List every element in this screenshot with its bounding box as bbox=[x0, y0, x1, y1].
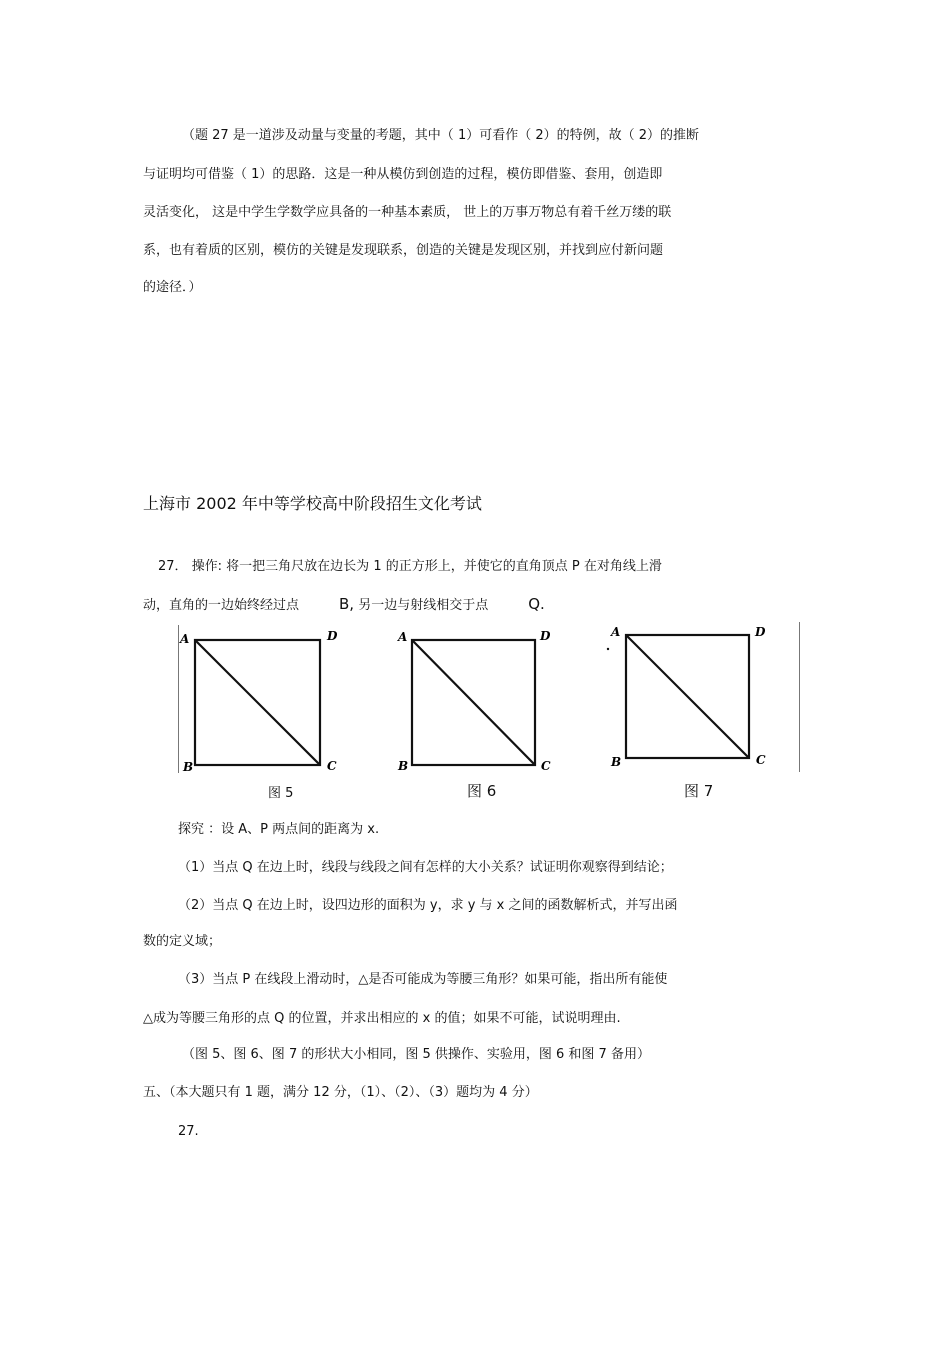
intro-text-a: 动，直角的一边始终经过点 bbox=[143, 598, 300, 613]
question-2-line-2: 数的定义域； bbox=[143, 934, 222, 949]
figure-6 bbox=[392, 625, 562, 775]
figure-6-diagonal bbox=[412, 640, 535, 765]
scan-border-right bbox=[799, 622, 800, 772]
problem-intro-line-2 bbox=[143, 596, 545, 614]
figure-note: （图 5、图 6、图 7 的形状大小相同，图 5 供操作、实验用，图 6 和图 7 备用） bbox=[182, 1047, 650, 1062]
figure-5-diagonal bbox=[195, 640, 320, 765]
figure-6-caption: 图 6 bbox=[467, 782, 497, 800]
exam-title: 上海市 2002 年中等学校高中阶段招生文化考试 bbox=[143, 494, 482, 513]
figure-6-label-b: B bbox=[398, 759, 409, 773]
intro-point-b: B, bbox=[339, 595, 355, 613]
figure-7-label-d: D bbox=[755, 625, 766, 639]
question-3-line-1: （3）当点 P 在线段上滑动时，△是否可能成为等腰三角形？如果可能，指出所有能使 bbox=[178, 972, 668, 987]
intro-point-q: Q. bbox=[528, 595, 545, 613]
figure-7-speck bbox=[607, 648, 609, 650]
figure-7-label-c: C bbox=[756, 753, 766, 767]
figure-5-label-b: B bbox=[183, 760, 194, 774]
figure-7 bbox=[605, 622, 780, 774]
question-3-line-2: △成为等腰三角形的点 Q 的位置，并求出相应的 x 的值；如果不可能，试说明理由. bbox=[143, 1011, 621, 1026]
question-2-line-1: （2）当点 Q 在边上时，设四边形的面积为 y，求 y 与 x 之间的函数解析式，并写出函 bbox=[178, 898, 678, 913]
figure-6-label-c: C bbox=[541, 759, 551, 773]
figure-5 bbox=[175, 625, 345, 775]
explore-intro: 探究 ：设 A、P 两点间的距离为 x. bbox=[178, 822, 380, 837]
section-heading: 五、（本大题只有 1 题，满分 12 分，（1）、（2）、（3）题均为 4 分） bbox=[143, 1085, 538, 1100]
figure-6-label-a: A bbox=[398, 630, 408, 644]
commentary-line-4: 系，也有着质的区别，模仿的关键是发现联系，创造的关键是发现区别，并找到应付新问题 bbox=[143, 243, 664, 258]
figure-7-diagonal bbox=[626, 635, 749, 758]
commentary-line-3: 灵活变化， 这是中学生学数学应具备的一种基本素质， 世上的万事万物总有着千丝万缕的联 bbox=[143, 205, 672, 220]
commentary-line-1: （题 27 是一道涉及动量与变量的考题，其中（ 1）可看作（ 2）的特例，故（ 2）的推断 bbox=[182, 128, 700, 143]
figure-5-label-d: D bbox=[327, 629, 338, 643]
figure-7-label-a: A bbox=[611, 625, 621, 639]
figure-5-caption: 图 5 bbox=[268, 786, 294, 801]
figure-5-label-a: A bbox=[180, 632, 190, 646]
problem-intro-line-1: 27． 操作: 将一把三角尺放在边长为 1 的正方形上，并使它的直角顶点 P 在对角线上滑 bbox=[158, 559, 662, 574]
intro-text-c: 另一边与射线相交于点 bbox=[358, 598, 489, 613]
question-1: （1）当点 Q 在边上时，线段与线段之间有怎样的大小关系？试证明你观察得到结论； bbox=[178, 860, 673, 875]
figure-6-label-d: D bbox=[540, 629, 551, 643]
commentary-line-5: 的途径．） bbox=[143, 280, 202, 295]
commentary-line-2: 与证明均可借鉴（ 1）的思路．这是一种从模仿到创造的过程，模仿即借鉴、套用，创造即 bbox=[143, 167, 663, 182]
section-problem-number: 27. bbox=[178, 1124, 199, 1139]
figure-7-caption: 图 7 bbox=[684, 782, 714, 800]
figure-7-label-b: B bbox=[611, 755, 622, 769]
figure-5-label-c: C bbox=[327, 759, 337, 773]
